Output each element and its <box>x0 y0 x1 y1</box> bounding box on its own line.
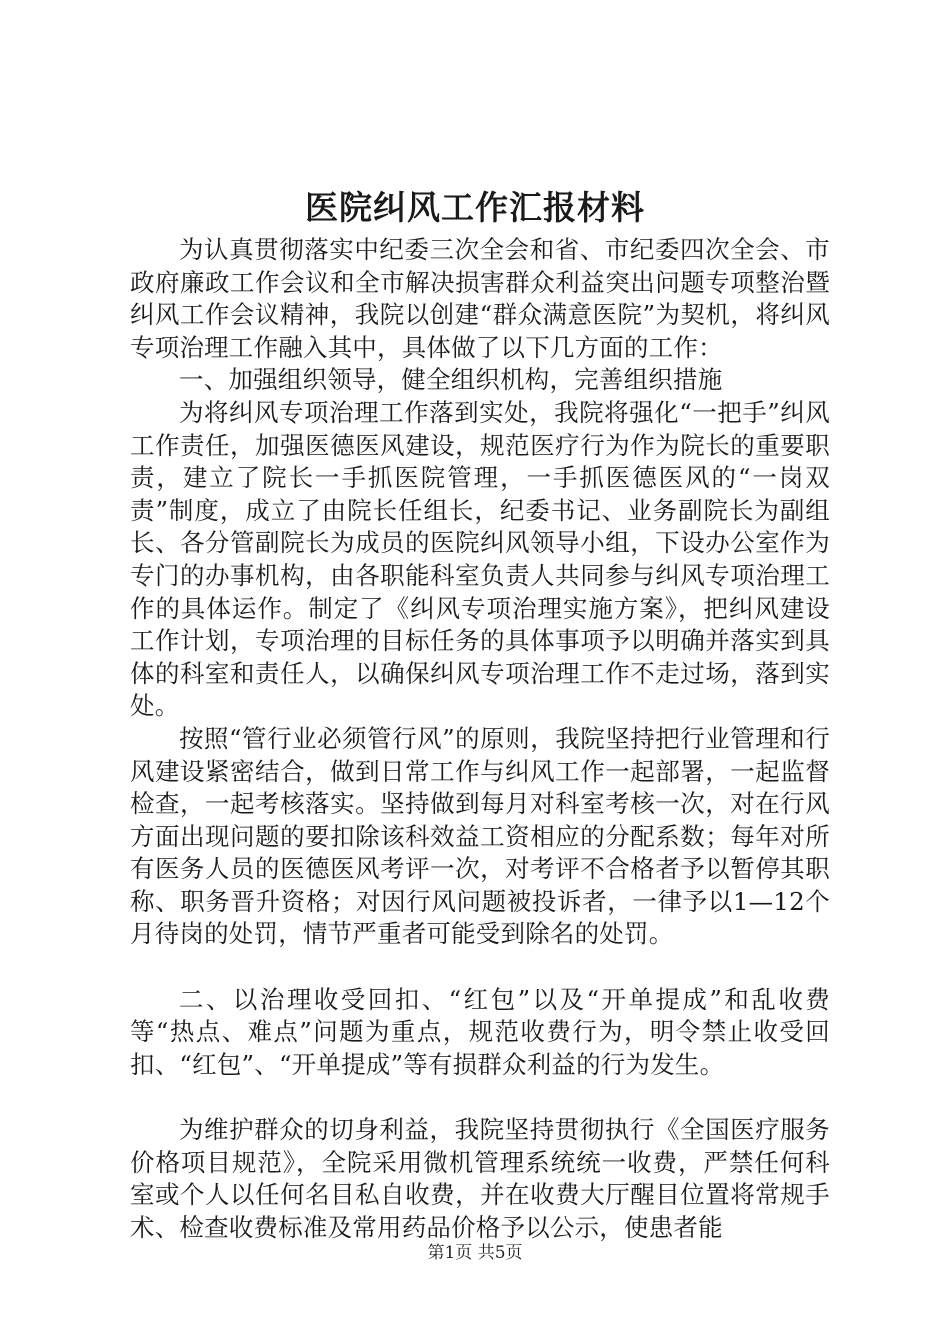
page-number-footer: 第1页 共5页 <box>427 1243 523 1263</box>
section-heading-2: 二、以治理收受回扣、“红包”以及“开单提成”和乱收费等“热点、难点”问题为重点，规范收费行为，明令禁止收受回扣、“红包”、“开单提成”等有损群众利益的行为发生。 <box>130 984 830 1079</box>
section-heading-1: 一、加强组织领导，健全组织机构，完善组织措施 <box>179 365 723 395</box>
document-body <box>130 234 830 1244</box>
paragraph-section-1: 为将纠风专项治理工作落到实处，我院将强化“一把手”纠风工作责任，加强医德医风建设，规范医疗行为作为院长的重要职责，建立了院长一手抓医院管理，一手抓医德医风的“一岗双责”制度，成立了由院长任组长，纪委书记、业务副院长为副组长、各分管副院长为成员的医院纠风领导小组，下设办公室作为专门的办事机构，由各职能科室负责人共同参与纠风专项治理工作的具体运作。制定了《纠风专项治理实施方案》，把纠风建设工作计划，专项治理的目标任务的具体事项予以明确并落实到具体的科室和责任人，以确保纠风专项治理工作不走过场，落到实处。 <box>130 397 830 721</box>
paragraph-pricing: 为维护群众的切身利益，我院坚持贯彻执行《全国医疗服务价格项目规范》，全院采用微机管理系统统一收费，严禁任何科室或个人以任何名目私自收费，并在收费大厅醒目位置将常规手术、检查收费标准及常用药品价格予以公示，使患者能 <box>130 1115 830 1242</box>
paragraph-industry-management: 按照“管行业必须管行风”的原则，我院坚持把行业管理和行风建设紧密结合，做到日常工作与纠风工作一起部署，一起监督检查，一起考核落实。坚持做到每月对科室考核一次，对在行风方面出现问题的要扣除该科效益工资相应的分配系数；每年对所有医务人员的医德医风考评一次，对考评不合格者予以暂停其职称、职务晋升资格；对因行风问题被投诉者，一律予以1—12个月待岗的处罚，情节严重者可能受到除名的处罚。 <box>130 723 830 949</box>
document-title: 医院纠风工作汇报材料 <box>305 188 645 227</box>
paragraph-intro: 为认真贯彻落实中纪委三次全会和省、市纪委四次全会、市政府廉政工作会议和全市解决损害群众利益突出问题专项整治暨纠风工作会议精神，我院以创建“群众满意医院”为契机，将纠风专项治理工作融入其中，具体做了以下几方面的工作： <box>130 235 830 362</box>
